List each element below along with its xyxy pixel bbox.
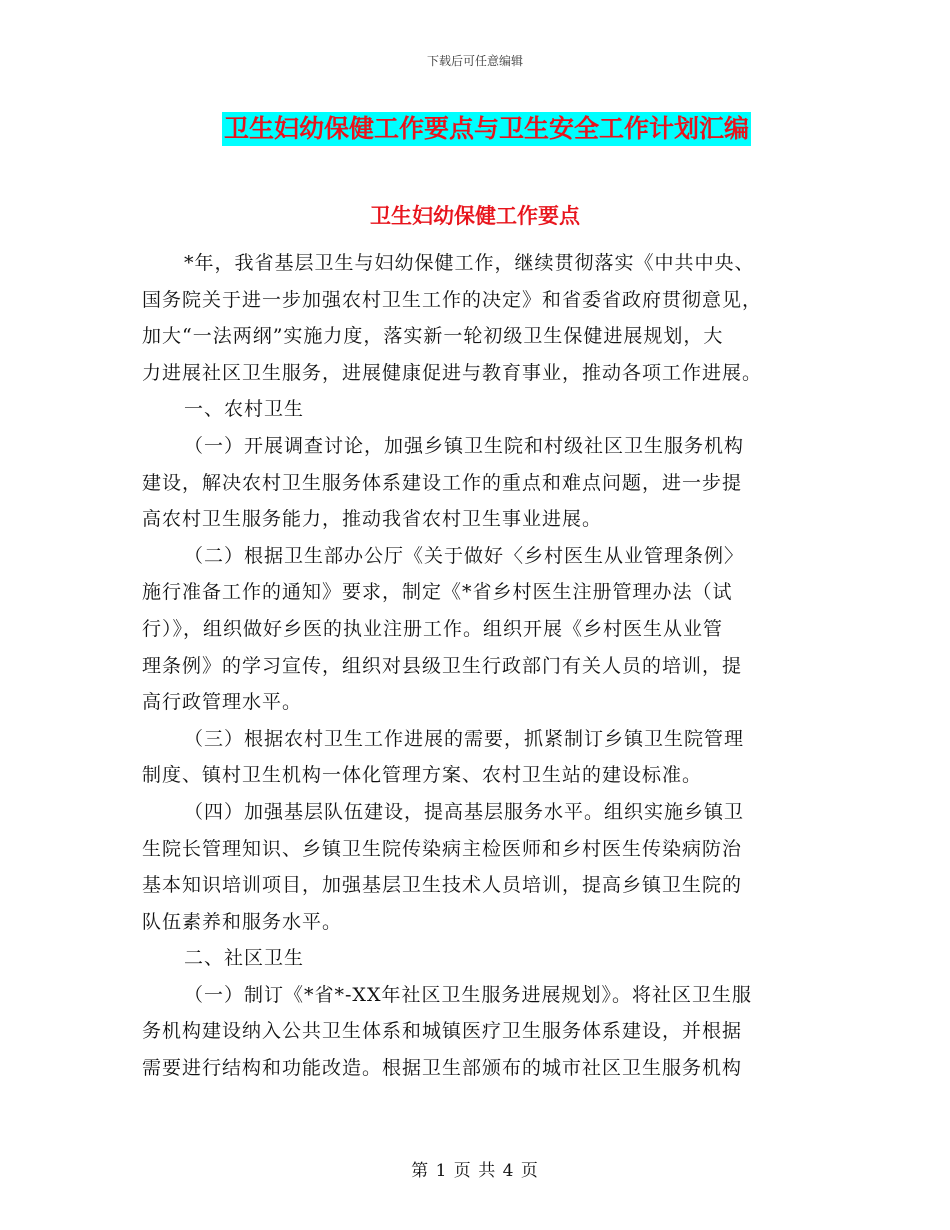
text-line: 施行准备工作的通知》要求，制定《*省乡村医生注册管理办法（试: [142, 581, 733, 604]
text-line: 一、农村卫生: [184, 398, 305, 421]
text-line: 国务院关于进一步加强农村卫生工作的决定》和省委省政府贯彻意见，: [142, 288, 763, 311]
text-line: 生院长管理知识、乡镇卫生院传染病主检医师和乡村医生传染病防治: [142, 837, 743, 860]
text-line: 行）》，组织做好乡医的执业注册工作。组织开展《乡村医生从业管: [142, 617, 724, 640]
header-note: 下载后可任意编辑: [426, 54, 523, 68]
text-line: 二、社区卫生: [184, 947, 305, 970]
text-line: （一）开展调查讨论，加强乡镇卫生院和村级社区卫生服务机构: [184, 434, 745, 457]
document-title: 卫生妇幼保健工作要点与卫生安全工作计划汇编: [222, 112, 751, 146]
text-line: 力进展社区卫生服务，进展健康促进与教育事业，推动各项工作进展。: [142, 361, 763, 384]
page-footer: 第 1 页 共 4 页: [411, 1161, 539, 1181]
document-body: [142, 245, 812, 1087]
text-line: 理条例》的学习宣传，组织对县级卫生行政部门有关人员的培训，提: [142, 654, 743, 677]
text-line: 基本知识培训项目，加强基层卫生技术人员培训，提高乡镇卫生院的: [142, 874, 743, 897]
text-line: （二）根据卫生部办公厅《关于做好〈乡村医生从业管理条例〉: [184, 544, 745, 567]
text-line: 高农村卫生服务能力，推动我省农村卫生事业进展。: [142, 508, 603, 531]
text-line: 制度、镇村卫生机构一体化管理方案、农村卫生站的建设标准。: [142, 764, 703, 787]
text-line: （一）制订《*省*-XX年社区卫生服务进展规划》。将社区卫生服: [184, 983, 752, 1006]
text-line: 需要进行结构和功能改造。根据卫生部颁布的城市社区卫生服务机构: [142, 1057, 743, 1080]
text-line: 加大“一法两纲”实施力度，落实新一轮初级卫生保健进展规划，大: [142, 325, 724, 348]
section-title: 卫生妇幼保健工作要点: [370, 204, 580, 228]
text-line: 建设，解决农村卫生服务体系建设工作的重点和难点问题，进一步提: [142, 471, 743, 494]
text-line: 队伍素养和服务水平。: [142, 910, 343, 933]
text-line: （四）加强基层队伍建设，提高基层服务水平。组织实施乡镇卫: [184, 800, 745, 823]
text-line: 高行政管理水平。: [142, 691, 303, 714]
text-line: 务机构建设纳入公共卫生体系和城镇医疗卫生服务体系建设，并根据: [142, 1020, 743, 1043]
text-line: *年，我省基层卫生与妇幼保健工作，继续贯彻落实《中共中央、: [184, 252, 755, 274]
text-line: （三）根据农村卫生工作进展的需要，抓紧制订乡镇卫生院管理: [184, 727, 745, 750]
